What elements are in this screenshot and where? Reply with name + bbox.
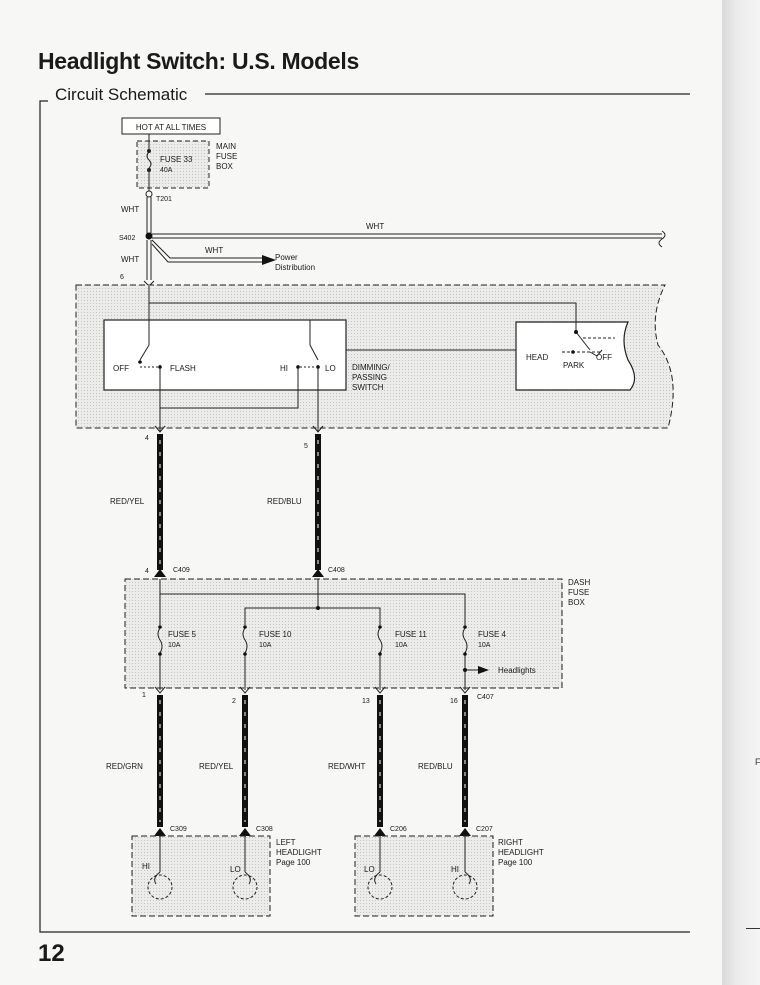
pin-2-label: 2 [232, 698, 236, 705]
connector-c309 [154, 828, 166, 836]
pin-1-label: 1 [142, 692, 146, 699]
dash-fuse-box-line3: BOX [568, 598, 585, 607]
switch-off-right: OFF [596, 353, 612, 362]
wire-red-blu-label-2: RED/BLU [418, 762, 453, 771]
wht-feed-wire [147, 197, 151, 234]
power-distribution-line1: Power [275, 253, 298, 262]
main-fuse-box [137, 134, 237, 195]
fuse-10-name: FUSE 10 [259, 630, 292, 639]
left-headlight-line1: LEFT [276, 838, 296, 847]
c206-label: C206 [390, 826, 407, 833]
switch-lo: LO [325, 364, 336, 373]
right-headlight-line1: RIGHT [498, 838, 523, 847]
dimming-label-line3: SWITCH [352, 383, 384, 392]
wire-red-blu-1 [315, 434, 321, 570]
fuse-10-rating: 10A [259, 642, 272, 649]
right-lo-label: LO [364, 865, 375, 874]
left-headlight-line2: HEADLIGHT [276, 848, 322, 857]
c407-label: C407 [477, 694, 494, 701]
fuse-5-rating: 10A [168, 642, 181, 649]
wht-label-1: WHT [121, 205, 140, 214]
wire-red-blu-label-1: RED/BLU [267, 497, 302, 506]
pin-5-top: 5 [304, 443, 308, 450]
wht-label-2: WHT [121, 255, 140, 264]
main-fuse-box-line2: FUSE [216, 152, 238, 161]
fuse-5-name: FUSE 5 [168, 630, 197, 639]
c207-label: C207 [476, 826, 493, 833]
pin-13-label: 13 [362, 698, 370, 705]
c308-label: C308 [256, 826, 273, 833]
wire-red-yel-label-2: RED/YEL [199, 762, 234, 771]
c408-label: C408 [328, 567, 345, 574]
wire-red-grn-label: RED/GRN [106, 762, 143, 771]
wire-red-wht-label: RED/WHT [328, 762, 366, 771]
left-headlight-line3: Page 100 [276, 858, 311, 867]
hot-at-all-times-box [122, 118, 220, 134]
wire-red-wht [377, 695, 383, 827]
connector-c308 [239, 828, 251, 836]
switch-hi: HI [280, 364, 288, 373]
connector-c408 [312, 569, 324, 577]
headlights-label: Headlights [498, 666, 536, 675]
left-hi-label: HI [142, 862, 150, 871]
section-title: Circuit Schematic [55, 85, 188, 104]
wht-label-right: WHT [366, 222, 385, 231]
fuse33-name: FUSE 33 [160, 155, 193, 164]
switch-park: PARK [563, 361, 585, 370]
fuse-4-name: FUSE 4 [478, 630, 507, 639]
schematic-frame [40, 94, 690, 932]
switch-flash: FLASH [170, 364, 196, 373]
fuse-11-name: FUSE 11 [395, 630, 427, 639]
pin-4-c409: 4 [145, 568, 149, 575]
svg-text:T201: T201 [156, 196, 172, 203]
pin-16-label: 16 [450, 698, 458, 705]
fuse-11-rating: 10A [395, 642, 408, 649]
pin-4-top: 4 [145, 435, 149, 442]
wht-branch-label: WHT [205, 246, 224, 255]
main-fuse-box-line3: BOX [216, 162, 233, 171]
fuse-4-rating: 10A [478, 642, 491, 649]
power-distribution-arrow [262, 255, 276, 265]
splice-s402 [146, 233, 153, 240]
switch-off-left: OFF [113, 364, 129, 373]
dash-fuse-box-line1: DASH [568, 578, 591, 587]
s402-label: S402 [119, 235, 136, 242]
adjacent-page-letter: F [755, 757, 760, 767]
wire-red-blu-2 [462, 695, 468, 827]
hot-label: HOT AT ALL TIMES [135, 123, 207, 132]
connector-c207 [459, 828, 471, 836]
switch-head: HEAD [526, 353, 549, 362]
main-fuse-box-line1: MAIN [216, 142, 236, 151]
wire-red-yel-1 [157, 434, 163, 570]
pin-6-label: 6 [120, 274, 124, 281]
fuse33-rating: 40A [160, 167, 173, 174]
power-distribution-line2: Distribution [275, 263, 316, 272]
left-lo-label: LO [230, 865, 241, 874]
c309-label: C309 [170, 826, 187, 833]
right-headlight-line3: Page 100 [498, 858, 533, 867]
wht-wire-to-switch [147, 240, 151, 280]
connector-c409 [154, 569, 166, 577]
connector-c206 [374, 828, 386, 836]
dimming-label-line2: PASSING [352, 373, 387, 382]
page-title: Headlight Switch: U.S. Models [38, 48, 359, 74]
wht-wire-right [152, 231, 665, 247]
c409-label: C409 [173, 567, 190, 574]
dash-fuse-box-line2: FUSE [568, 588, 590, 597]
wire-red-yel-2 [242, 695, 248, 827]
connector-t201 [146, 191, 172, 203]
wire-red-yel-label-1: RED/YEL [110, 497, 145, 506]
dimming-label-line1: DIMMING/ [352, 363, 390, 372]
wire-red-grn [157, 695, 163, 827]
right-headlight-line2: HEADLIGHT [498, 848, 544, 857]
right-hi-label: HI [451, 865, 459, 874]
page-number: 12 [38, 940, 65, 967]
